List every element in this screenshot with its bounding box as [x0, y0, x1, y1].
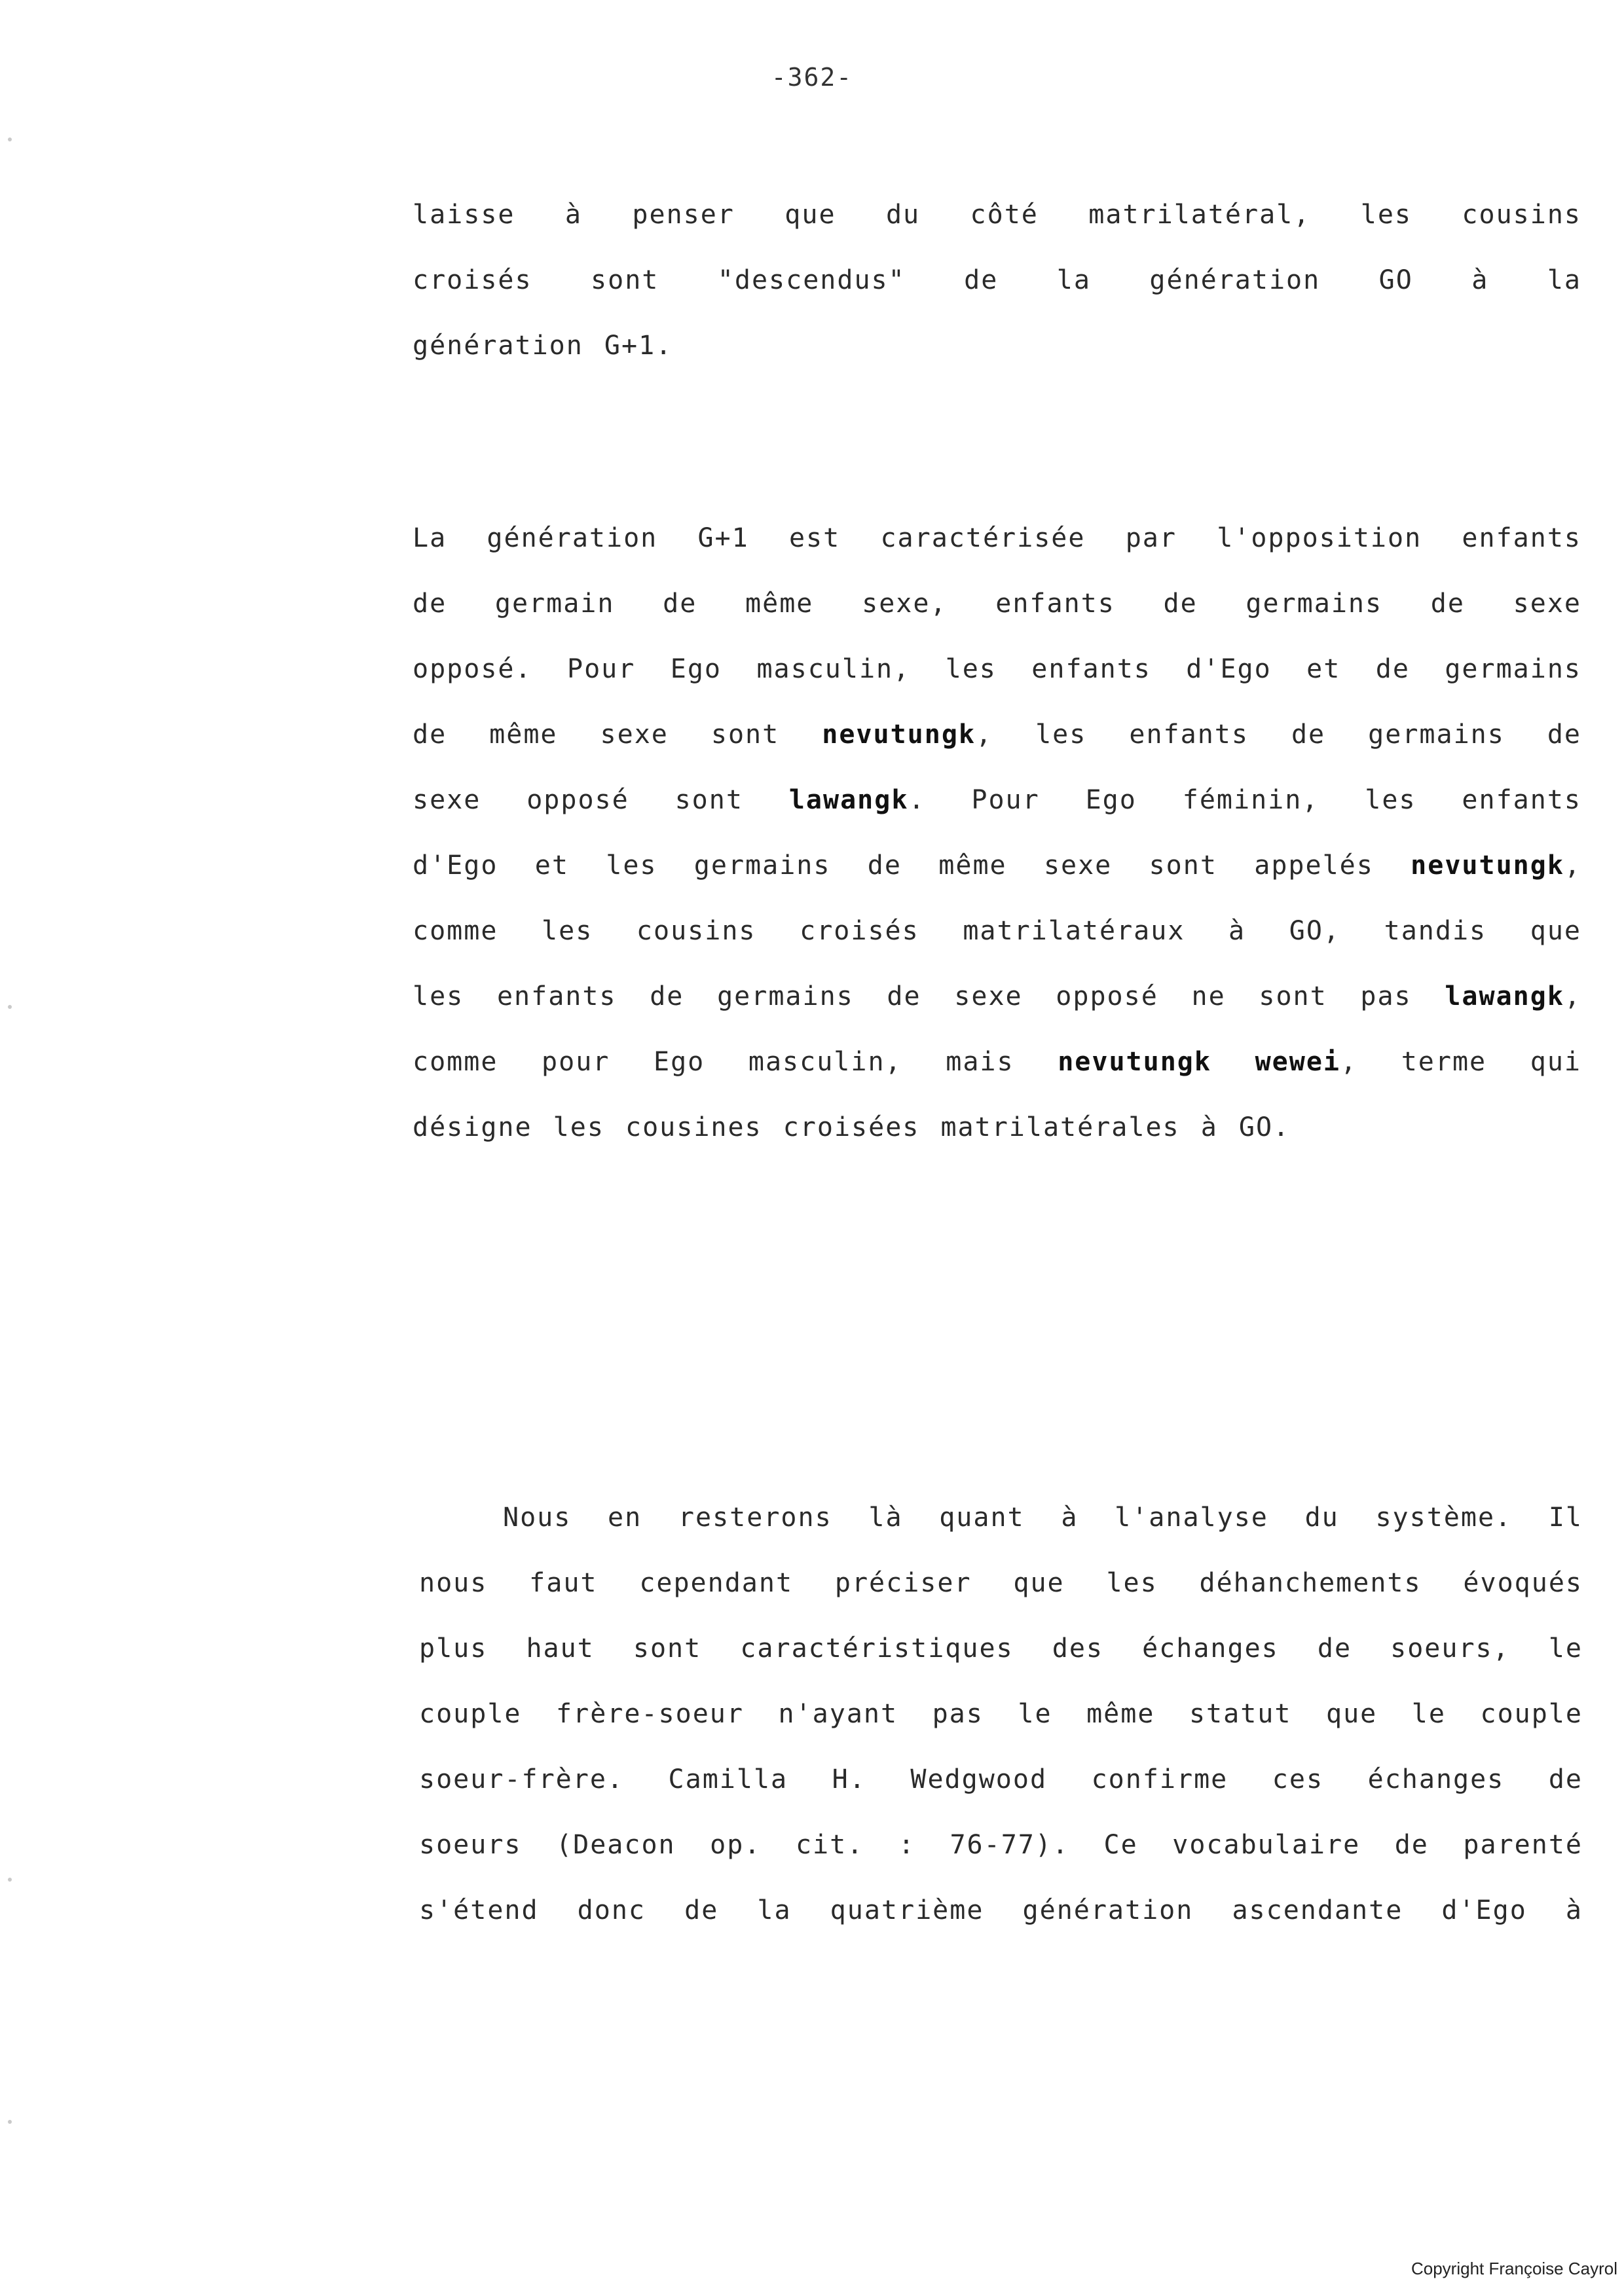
text-line: de germain de même sexe, enfants de germains de sexe [413, 589, 1581, 619]
kinship-term: lawangk [1445, 981, 1564, 1011]
copyright-notice: Copyright Françoise Cayrol [1411, 2259, 1617, 2278]
kinship-term: nevutungk [822, 720, 976, 750]
text-segment: de même sexe sont [413, 720, 822, 750]
text-line: Nous en resterons là quant à l'analyse du système. Il [503, 1503, 1583, 1533]
kinship-term: nevutungk wewei [1058, 1047, 1340, 1077]
text-line: soeur-frère. Camilla H. Wedgwood confirme ces échanges de [419, 1764, 1583, 1795]
scan-mark [8, 1878, 12, 1882]
text-segment: , [1564, 850, 1581, 881]
text-segment: les enfants de germains de sexe opposé ne sont pas [413, 981, 1445, 1011]
paragraph-2 [413, 505, 1581, 1160]
text-line: désigne les cousines croisées matrilatérales à GO. [413, 1112, 1291, 1142]
scan-mark [8, 137, 12, 141]
text-line: plus haut sont caractéristiques des échanges de soeurs, le [419, 1633, 1583, 1664]
text-line: laisse à penser que du côté matrilatéral, les cousins [413, 200, 1581, 230]
paragraph-3 [419, 1485, 1583, 1943]
text-segment: d'Ego et les germains de même sexe sont appelés [413, 850, 1411, 881]
text-line: croisés sont "descendus" de la génération GO à la [413, 265, 1581, 295]
kinship-term: lawangk [788, 785, 909, 815]
text-segment: , terme qui [1340, 1047, 1581, 1077]
text-segment: , [1564, 981, 1581, 1011]
text-line [413, 767, 1581, 833]
text-line: soeurs (Deacon op. cit. : 76-77). Ce vocabulaire de parenté [419, 1830, 1583, 1860]
kinship-term: nevutungk [1411, 850, 1564, 881]
text-line [413, 1029, 1581, 1095]
text-line [413, 833, 1581, 898]
text-line: s'étend donc de la quatrième génération ascendante d'Ego à [419, 1895, 1583, 1925]
page-number: -362- [771, 63, 853, 92]
text-line: génération G+1. [413, 331, 673, 361]
text-line: opposé. Pour Ego masculin, les enfants d'Ego et de germains [413, 654, 1581, 684]
paragraph-1 [413, 182, 1581, 378]
text-line: comme les cousins croisés matrilatéraux à GO, tandis que [413, 916, 1581, 946]
text-line [413, 964, 1581, 1029]
scan-mark [8, 2120, 12, 2124]
text-line [413, 702, 1581, 767]
text-line: La génération G+1 est caractérisée par l'opposition enfants [413, 523, 1581, 553]
scan-mark [8, 1005, 12, 1009]
text-segment: comme pour Ego masculin, mais [413, 1047, 1058, 1077]
text-segment: , les enfants de germains de [976, 720, 1582, 750]
text-segment: sexe opposé sont [413, 785, 789, 815]
text-line: nous faut cependant préciser que les déhanchements évoqués [419, 1568, 1583, 1598]
text-line: couple frère-soeur n'ayant pas le même statut que le couple [419, 1699, 1583, 1729]
text-segment: . Pour Ego féminin, les enfants [908, 785, 1581, 815]
